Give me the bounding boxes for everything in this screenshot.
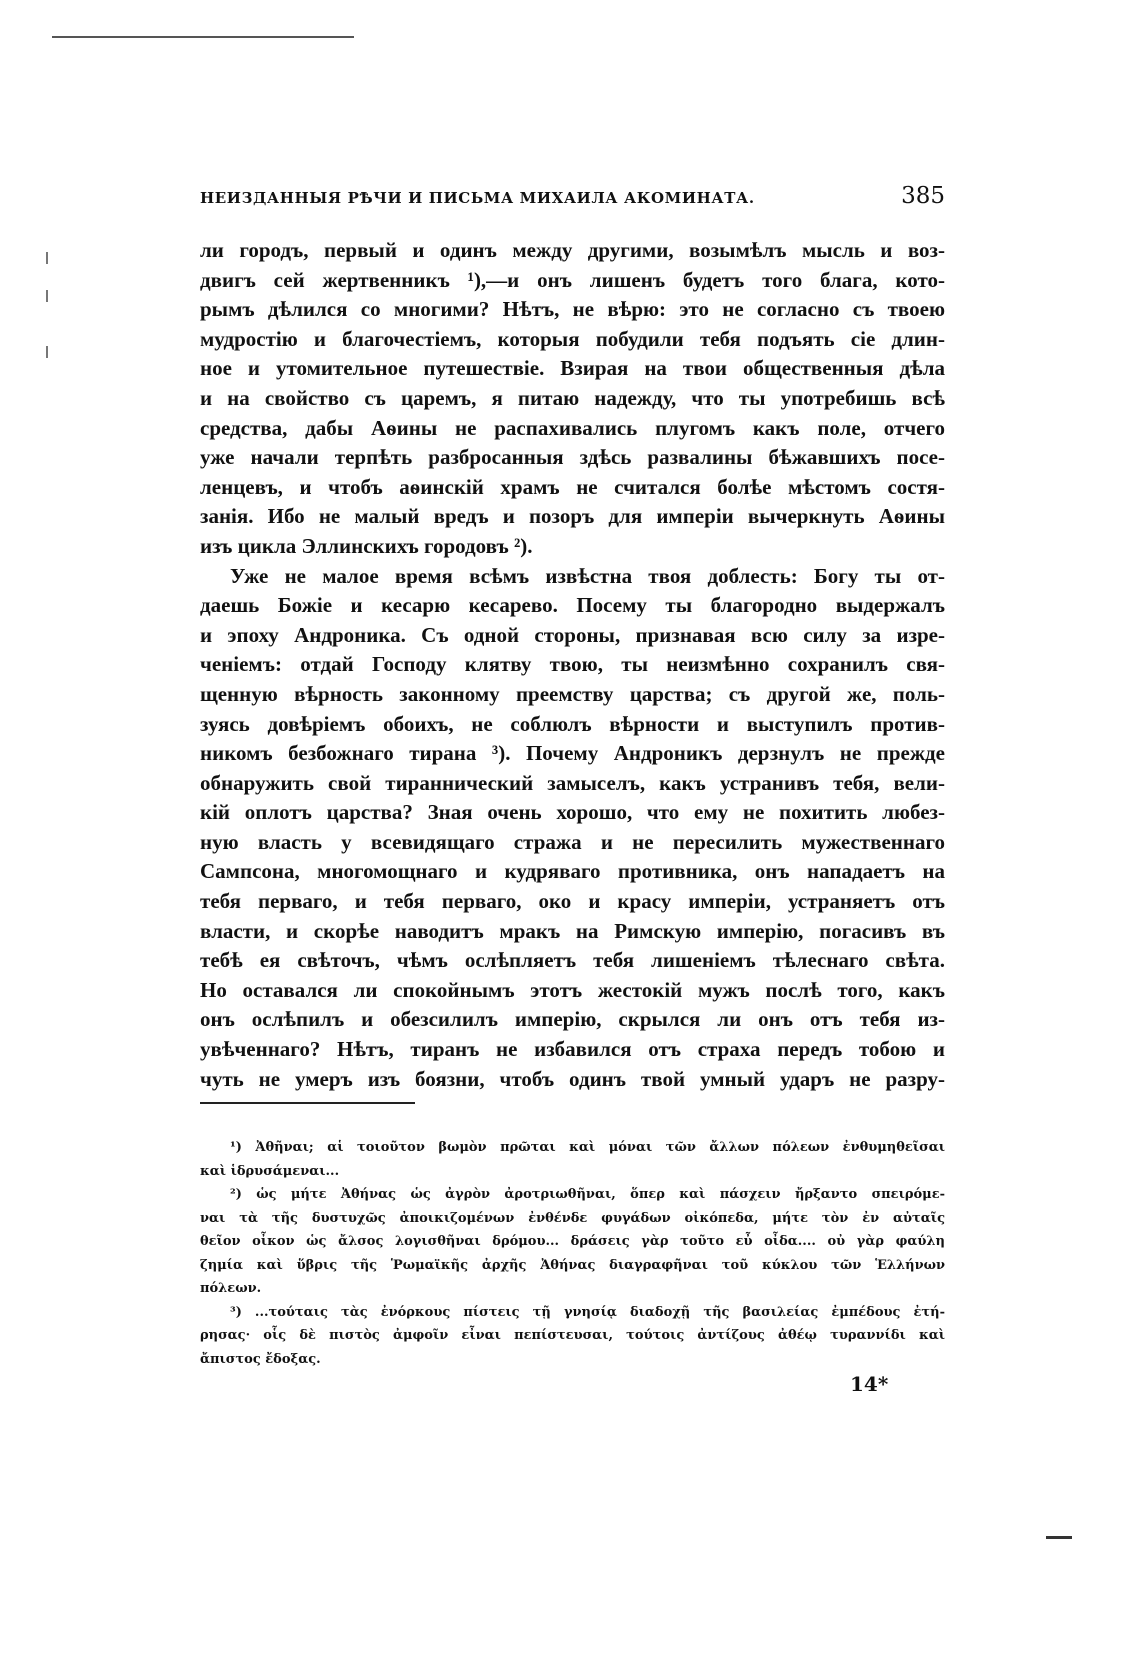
- body-line: ленцевъ, и чтобъ аѳинскій храмъ не считался болѣе мѣстомъ состя-: [200, 474, 945, 499]
- body-line: никомъ безбожнаго тирана ³). Почему Андроникъ дерзнулъ не прежде: [200, 741, 945, 766]
- running-head: [200, 183, 945, 213]
- body-line: чуть не умеръ изъ боязни, чтобъ одинъ твой умный ударъ не разру-: [200, 1066, 945, 1091]
- body-line: щенную вѣрность законному преемству царства; съ другой же, поль-: [200, 681, 945, 706]
- body-line: ли городъ, первый и одинъ между другими, возымѣлъ мысль и воз-: [200, 238, 945, 262]
- footnote-1: ¹) Ἀθῆναι; αἱ τοιοῦτον βωμὸν πρῶται καὶ μόναι τῶν ἄλλων πόλεων ἐνθυμηθεῖσαι: [230, 1140, 945, 1155]
- running-title: НЕИЗДАННЫЯ РѢЧИ И ПИСЬМА МИХАИЛА АКОМИНАТА.: [200, 189, 755, 207]
- footnote-line: ναι τὰ τῆς δυστυχῶς ἀποικιζομένων ἐνθένδε φυγάδων οἰκόπεδα, μήτε τὸν ἐν αὐταῖς: [200, 1210, 945, 1226]
- body-line: занія. Ибо не малый вредъ и позоръ для имперіи вычеркнуть Аѳины: [200, 504, 945, 529]
- footnote-2: ²) ὡς μήτε Ἀθήνας ὡς ἀγρὸν ἀροτριωθῆναι, ὅπερ καὶ πάσχειν ἤρξαντο σπειρόμε-: [230, 1187, 945, 1202]
- body-line: изъ цикла Эллинскихъ городовъ ²).: [200, 533, 533, 558]
- body-line: и на свойство съ царемъ, я питаю надежду, что ты употребишь всѣ: [200, 385, 945, 410]
- footnote-line: ἄπιστος ἔδοξας.: [200, 1351, 321, 1367]
- edge-dash: [1046, 1536, 1072, 1539]
- body-line: ное и утомительное путешествіе. Взирая на твои общественныя дѣла: [200, 356, 945, 381]
- body-line: тебѣ ея свѣточъ, чѣмъ ослѣпляетъ тебя лишеніемъ тѣлеснаго свѣта.: [200, 948, 945, 973]
- body-line: обнаружить свой тираннический замыселъ, какъ устранивъ тебя, вели-: [200, 770, 945, 795]
- body-line: мудростію и благочестіемъ, которыя побудили тебя подъять сіе длин-: [200, 326, 945, 351]
- body-line: ченіемъ: отдай Господу клятву твою, ты неизмѣнно сохранилъ свя-: [200, 652, 945, 677]
- body-line: власти, и скорѣе наводитъ мракъ на Римскую имперію, погасивъ въ: [200, 918, 945, 943]
- footnote-line: ζημία καὶ ὕβρις τῆς Ῥωμαϊκῆς ἀρχῆς Ἀθήνας διαγραφῆναι τοῦ κύκλου τῶν Ἑλλήνων: [200, 1257, 945, 1273]
- top-rule: [52, 36, 354, 38]
- signature-mark: 14*: [850, 1372, 889, 1396]
- body-line: зуясь довѣріемъ обоихъ, не соблюлъ вѣрности и выступилъ против-: [200, 711, 945, 736]
- margin-mark: [46, 252, 48, 264]
- body-line: и эпоху Андроника. Съ одной стороны, признавая всю силу за изре-: [200, 622, 945, 647]
- footnote-line: ρησας· οἷς δὲ πιστὸς ἀμφοῖν εἶναι πεπίστευσαι, τούτοις ἀντίζους ἀθέῳ τυραννίδι καὶ: [200, 1328, 945, 1343]
- body-line: средства, дабы Аѳины не распахивались плугомъ какъ поле, отчего: [200, 415, 945, 440]
- footnote-line: καὶ ἱδρυσάμεναι...: [200, 1163, 340, 1179]
- body-line: тебя перваго, и тебя перваго, око и красу имперіи, устраняетъ отъ: [200, 889, 945, 914]
- body-line: онъ ослѣпилъ и обезсилилъ имперію, скрылся ли онъ отъ тебя из-: [200, 1007, 945, 1032]
- body-line: Но оставался ли спокойнымъ этотъ жестокій мужъ послѣ того, какъ: [200, 977, 945, 1002]
- body-line: Сампсона, многомощнаго и кудряваго противника, онъ нападаетъ на: [200, 859, 945, 884]
- footnotes: [200, 1136, 945, 1371]
- body-line: даешь Божіе и кесарю кесарево. Посему ты благородно выдержалъ: [200, 593, 945, 618]
- footnote-rule: [200, 1102, 415, 1104]
- body-text: [200, 236, 945, 1094]
- body-line: уже начали терпѣть разбросанныя здѣсь развалины бѣжавшихъ посе-: [200, 445, 945, 470]
- margin-marks: [46, 252, 50, 372]
- footnote-3: ³) ...τούταις τὰς ἐνόρκους πίστεις τῇ γνησίᾳ διαδοχῇ τῆς βασιλείας ἐμπέδους ἐτή-: [230, 1304, 945, 1320]
- body-line: увѣченнаго? Нѣтъ, тиранъ не избавился отъ страха передъ тобою и: [200, 1037, 945, 1062]
- body-line: двигъ сей жертвенникъ ¹),—и онъ лишенъ будетъ того блага, кото-: [200, 267, 945, 292]
- body-line: ную власть у всевидящаго стража и не пересилить мужественнаго: [200, 829, 945, 854]
- margin-mark: [46, 346, 48, 358]
- paragraph-start: Уже не малое время всѣмъ извѣстна твоя доблесть: Богу ты от-: [230, 563, 945, 588]
- footnote-line: θεῖον οἶκον ὡς ἄλσος λογισθῆναι δρόμου... δράσεις γὰρ τοῦτο εὖ οἶδα.... οὐ γὰρ φαύλη: [200, 1234, 945, 1249]
- body-line: кій оплотъ царства? Зная очень хорошо, что ему не похитить любез-: [200, 800, 945, 825]
- page-number: 385: [901, 183, 945, 209]
- body-line: рымъ дѣлился со многими? Нѣтъ, не вѣрю: это не согласно съ твоею: [200, 297, 945, 322]
- margin-mark: [46, 290, 48, 302]
- footnote-line: πόλεων.: [200, 1281, 262, 1296]
